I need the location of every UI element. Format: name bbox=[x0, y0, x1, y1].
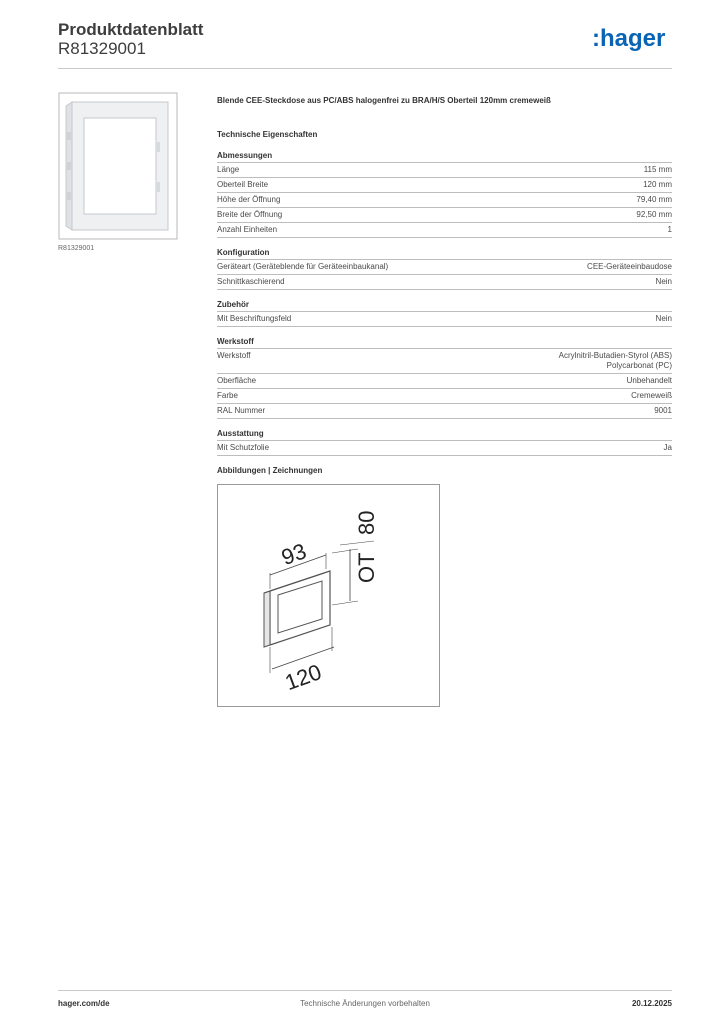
property-label: Länge bbox=[217, 165, 240, 174]
product-image-caption: R81329001 bbox=[58, 245, 95, 252]
property-value-line: 115 mm bbox=[643, 165, 672, 174]
document-title: Produktdatenblatt bbox=[58, 20, 204, 39]
property-value-line: 1 bbox=[667, 225, 672, 234]
property-value-line: 92,50 mm bbox=[636, 210, 672, 219]
property-value-line: CEE-Geräteeinbaudose bbox=[587, 262, 672, 271]
property-value bbox=[664, 443, 672, 453]
property-value bbox=[587, 262, 672, 272]
footer-website-link[interactable]: hager.com/de bbox=[58, 999, 110, 1008]
property-value-line: 79,40 mm bbox=[636, 195, 672, 204]
property-value bbox=[656, 277, 672, 287]
footer-notice: Technische Änderungen vorbehalten bbox=[300, 999, 430, 1008]
page-footer bbox=[58, 990, 672, 1011]
dim-120-label: 120 bbox=[281, 659, 325, 696]
property-label: Breite der Öffnung bbox=[217, 210, 283, 219]
technical-drawing bbox=[217, 484, 440, 707]
property-label: Schnittkaschierend bbox=[217, 277, 285, 286]
property-value bbox=[636, 210, 672, 220]
property-row bbox=[217, 163, 672, 178]
property-value-line: 120 mm bbox=[643, 180, 672, 189]
section-title: Abmessungen bbox=[217, 151, 672, 163]
section-ausstattung bbox=[217, 429, 672, 456]
property-label: Geräteart (Geräteblende für Geräteeinbaukanal) bbox=[217, 262, 389, 271]
section-title: Konfiguration bbox=[217, 248, 672, 260]
section-werkstoff bbox=[217, 337, 672, 419]
property-row bbox=[217, 223, 672, 238]
svg-text::hager: :hager bbox=[592, 25, 666, 52]
property-value-line: 9001 bbox=[654, 406, 672, 415]
dim-80-label: 80 bbox=[354, 510, 379, 535]
property-value bbox=[631, 391, 672, 401]
section-title: Werkstoff bbox=[217, 337, 672, 349]
property-label: Mit Schutzfolie bbox=[217, 443, 270, 452]
property-label: Höhe der Öffnung bbox=[217, 195, 281, 204]
property-value bbox=[643, 180, 672, 190]
property-sections bbox=[217, 151, 672, 456]
property-row bbox=[217, 178, 672, 193]
section-zubeh-r bbox=[217, 300, 672, 327]
property-row bbox=[217, 441, 672, 456]
property-row bbox=[217, 312, 672, 327]
property-value-line: Polycarbonat (PC) bbox=[606, 361, 672, 370]
section-abmessungen bbox=[217, 151, 672, 238]
main-content bbox=[217, 96, 672, 707]
product-description: Blende CEE-Steckdose aus PC/ABS halogenfrei zu BRA/H/S Oberteil 120mm cremeweiß bbox=[217, 96, 551, 105]
property-row bbox=[217, 193, 672, 208]
property-value-line: Nein bbox=[655, 277, 672, 286]
product-image bbox=[58, 92, 178, 240]
property-row bbox=[217, 389, 672, 404]
dim-93-label: 93 bbox=[278, 538, 310, 571]
property-label: Werkstoff bbox=[217, 351, 251, 360]
property-value bbox=[654, 406, 672, 416]
dim-ot-label: OT bbox=[354, 552, 379, 583]
property-value bbox=[627, 376, 672, 386]
dimension-drawing bbox=[218, 485, 439, 706]
property-value-line: Ja bbox=[663, 443, 672, 452]
property-value-line: Unbehandelt bbox=[626, 376, 672, 385]
page-header bbox=[58, 20, 672, 69]
property-row bbox=[217, 374, 672, 389]
section-konfiguration bbox=[217, 248, 672, 290]
footer-date: 20.12.2025 bbox=[631, 999, 672, 1008]
property-row bbox=[217, 349, 672, 374]
section-title: Ausstattung bbox=[217, 429, 672, 441]
property-row bbox=[217, 208, 672, 223]
property-value bbox=[636, 195, 672, 205]
property-value bbox=[656, 314, 672, 324]
property-label: Farbe bbox=[217, 391, 238, 400]
property-value-line: Cremeweiß bbox=[631, 391, 672, 400]
property-label: Oberteil Breite bbox=[217, 180, 269, 189]
hager-logo bbox=[592, 24, 672, 54]
property-value bbox=[559, 351, 672, 371]
property-value-line: Acrylnitril-Butadien-Styrol (ABS) bbox=[558, 351, 672, 360]
property-row bbox=[217, 260, 672, 275]
property-label: Anzahl Einheiten bbox=[217, 225, 278, 234]
property-value bbox=[668, 225, 672, 235]
property-value bbox=[644, 165, 672, 175]
property-label: Oberfläche bbox=[217, 376, 257, 385]
property-label: Mit Beschriftungsfeld bbox=[217, 314, 292, 323]
property-row bbox=[217, 275, 672, 290]
property-label: RAL Nummer bbox=[217, 406, 266, 415]
technical-properties-heading: Technische Eigenschaften bbox=[217, 130, 318, 139]
property-row bbox=[217, 404, 672, 419]
figures-heading: Abbildungen | Zeichnungen bbox=[217, 466, 323, 475]
property-value-line: Nein bbox=[655, 314, 672, 323]
section-title: Zubehör bbox=[217, 300, 672, 312]
document-number: R81329001 bbox=[58, 39, 146, 58]
